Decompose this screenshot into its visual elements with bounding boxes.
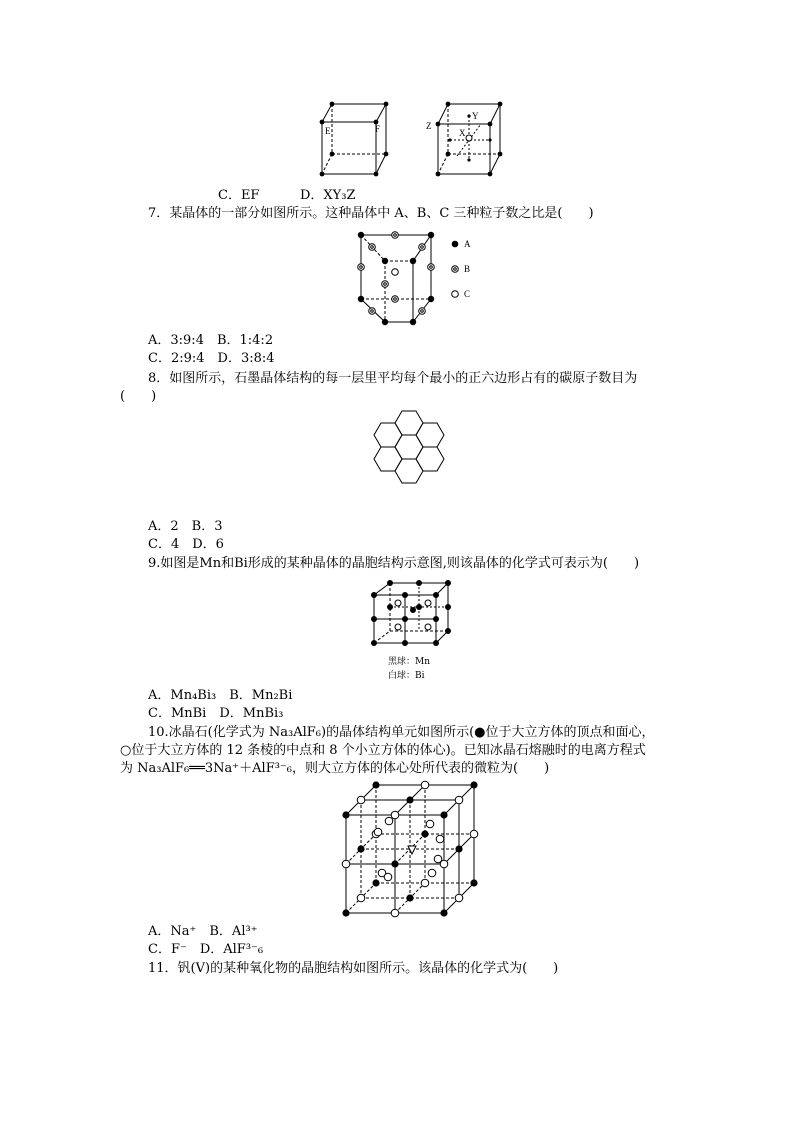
q10-cryolite-structure-figure: [336, 777, 484, 921]
q10-stem-line2: ○位于大立方体的 12 条棱的中点和 8 个小立方体的体心)。已知冰晶石熔融时的电离方程式: [120, 743, 646, 758]
q7-options-ab: A．3:9:4 B．1:4:2: [148, 333, 274, 348]
q9-options-ab: A．Mn₄Bi₃ B．Mn₂Bi: [148, 688, 293, 703]
q6-option-d: D．XY₃Z: [300, 188, 356, 203]
q9-stem: 9.如图是Mn和Bi形成的某种晶体的晶胞结构示意图,则该晶体的化学式可表示为( ): [148, 556, 640, 571]
q6-left-cube-figure: [318, 98, 392, 182]
q6-option-c: C．EF: [218, 188, 260, 203]
q8-stem-line1: 8．如图所示，石墨晶体结构的每一层里平均每个最小的正六边形占有的碳原子数目为: [148, 371, 638, 386]
q10-stem-line1: 10.冰晶石(化学式为 Na₃AlF₆)的晶体结构单元如图所示(●位于大立方体的顶点和面心，: [148, 725, 655, 740]
q10-stem-line3: 为 Na₃AlF₆══3Na⁺＋AlF³⁻₆，则大立方体的体心处所代表的微粒为( ): [120, 761, 550, 776]
label-e: E: [325, 126, 331, 136]
label-x: X: [459, 128, 466, 138]
q9-legend-black: 黑球：Mn: [388, 657, 431, 667]
q10-options-ab: A．Na⁺ B．Al³⁺: [148, 924, 258, 939]
q8-options-ab: A．2 B．3: [148, 519, 223, 534]
q7-stem: 7．某晶体的一部分如图所示。这种晶体中 A、B、C 三种粒子数之比是( ): [148, 206, 594, 221]
q8-options-cd: C．4 D．6: [148, 537, 224, 552]
legend-b: B: [464, 264, 471, 274]
q10-options-cd: C．F⁻ D．AlF³⁻₆: [148, 942, 264, 957]
q9-mn-bi-cell-figure: [368, 577, 458, 655]
q7-options-cd: C．2:9:4 D．3:8:4: [148, 351, 275, 366]
q9-legend-white: 白球：Bi: [388, 671, 425, 681]
legend-c: C: [464, 289, 471, 299]
q7-crystal-figure: [350, 228, 496, 330]
q9-options-cd: C．MnBi D．MnBi₃: [148, 706, 284, 721]
q6-right-cube-figure: [424, 98, 510, 182]
q11-stem: 11．钒(V)的某种氧化物的晶胞结构如图所示。该晶体的化学式为( ): [148, 961, 559, 976]
label-y: Y: [472, 111, 479, 121]
legend-a: A: [464, 239, 471, 249]
q8-graphite-hexagons-figure: [360, 407, 466, 495]
q8-stem-line2: ( ): [120, 389, 157, 404]
label-z: Z: [426, 121, 432, 131]
label-f: F: [375, 124, 381, 134]
